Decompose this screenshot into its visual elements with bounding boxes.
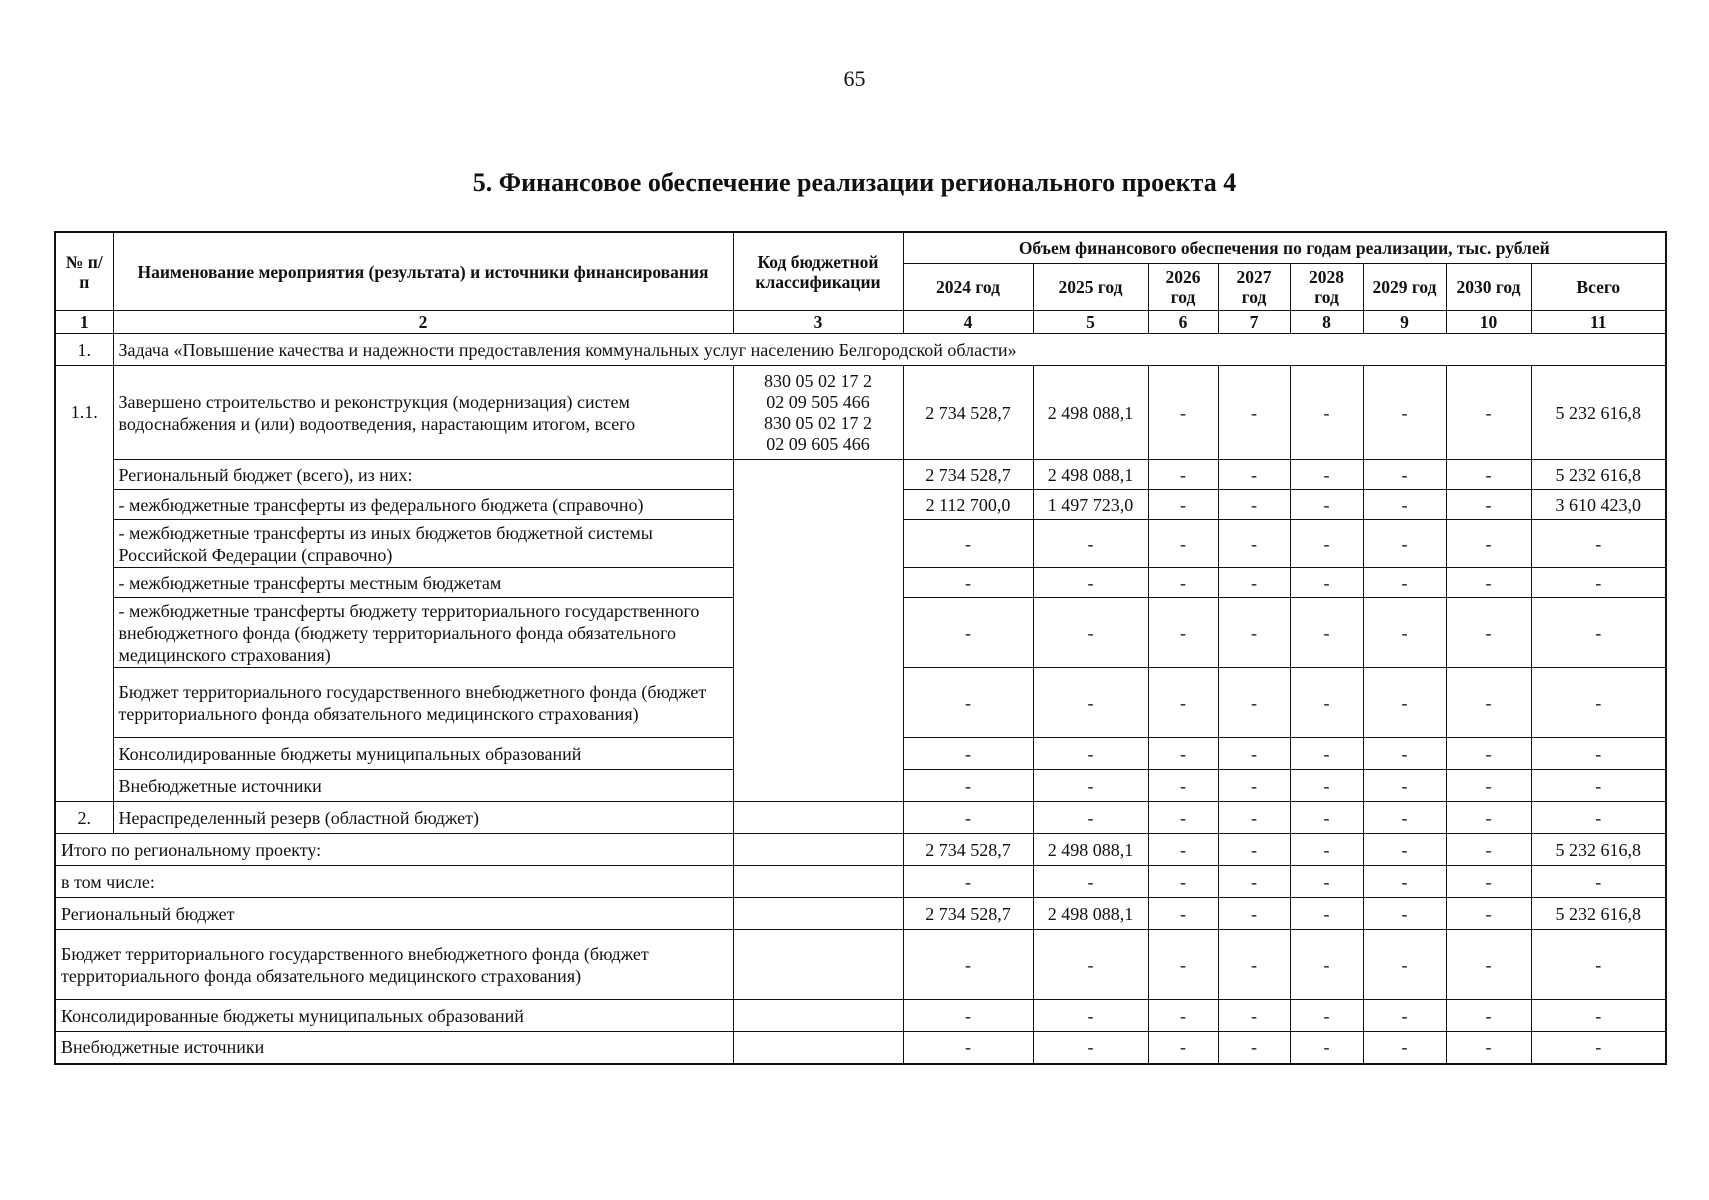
column-number: 7 xyxy=(1218,311,1290,334)
header-volume: Объем финансового обеспечения по годам реализации, тыс. рублей xyxy=(903,232,1666,264)
value-cell: - xyxy=(1218,834,1290,866)
budget-code: 830 05 02 17 2 xyxy=(764,412,872,433)
value-cell: - xyxy=(1290,366,1363,460)
value-cell: - xyxy=(1290,898,1363,930)
value-cell: - xyxy=(1148,568,1218,598)
value-cell: - xyxy=(1033,738,1148,770)
value-cell: - xyxy=(1148,834,1218,866)
value-cell: - xyxy=(1290,490,1363,520)
value-cell: - xyxy=(1363,866,1446,898)
value-cell: - xyxy=(1446,598,1531,668)
value-cell: - xyxy=(903,1000,1033,1032)
budget-code: 830 05 02 17 2 xyxy=(764,370,872,391)
value-cell: - xyxy=(1290,1032,1363,1064)
value-cell: - xyxy=(1363,568,1446,598)
value-cell: - xyxy=(1531,668,1666,738)
value-cell: - xyxy=(1446,520,1531,568)
value-cell: - xyxy=(1148,460,1218,490)
value-cell: - xyxy=(1033,568,1148,598)
value-cell: - xyxy=(1290,866,1363,898)
value-cell: 2 734 528,7 xyxy=(903,460,1033,490)
value-cell: - xyxy=(1218,668,1290,738)
value-cell: - xyxy=(903,668,1033,738)
budget-code: 02 09 605 466 xyxy=(766,433,870,454)
value-cell: - xyxy=(1218,598,1290,668)
value-cell: - xyxy=(1531,738,1666,770)
value-cell: - xyxy=(1148,520,1218,568)
value-cell: - xyxy=(1531,568,1666,598)
total-row xyxy=(55,930,1666,1000)
value-cell: - xyxy=(1148,598,1218,668)
table-row xyxy=(55,802,1666,834)
value-cell: - xyxy=(1363,520,1446,568)
value-cell: - xyxy=(1363,460,1446,490)
row-num: 2. xyxy=(55,802,113,834)
value-cell: - xyxy=(1148,738,1218,770)
row-name: Бюджет территориального государственного внебюджетного фонда (бюджет территориального фонда обязательного медицинского страхования) xyxy=(55,930,733,1000)
value-cell: - xyxy=(1033,930,1148,1000)
empty-code-cell xyxy=(733,1000,903,1032)
value-cell: - xyxy=(1218,490,1290,520)
column-number: 3 xyxy=(733,311,903,334)
value-cell: - xyxy=(1363,1032,1446,1064)
value-cell: - xyxy=(1363,1000,1446,1032)
empty-code-cell xyxy=(733,460,903,802)
header-year: 2024 год xyxy=(903,264,1033,311)
page-number: 65 xyxy=(843,66,866,91)
header-total: Всего xyxy=(1531,264,1666,311)
value-cell: - xyxy=(1033,598,1148,668)
value-cell: - xyxy=(903,568,1033,598)
value-cell: 2 498 088,1 xyxy=(1033,834,1148,866)
row-name: - межбюджетные трансферты из иных бюджетов бюджетной системы Российской Федерации (справочно) xyxy=(113,520,733,568)
value-cell: - xyxy=(1446,770,1531,802)
value-cell: - xyxy=(1148,770,1218,802)
empty-code-cell xyxy=(733,866,903,898)
value-cell: - xyxy=(1363,490,1446,520)
value-cell: - xyxy=(1446,460,1531,490)
column-number: 8 xyxy=(1290,311,1363,334)
row-num: 1. xyxy=(55,334,113,366)
value-cell: 5 232 616,8 xyxy=(1531,898,1666,930)
value-cell: - xyxy=(1446,366,1531,460)
total-row xyxy=(55,1032,1666,1064)
header-num: № п/п xyxy=(55,232,113,311)
value-cell: - xyxy=(1218,930,1290,1000)
row-name: Нераспределенный резерв (областной бюджет) xyxy=(113,802,733,834)
table-row xyxy=(55,366,1666,460)
value-cell: 3 610 423,0 xyxy=(1531,490,1666,520)
value-cell: - xyxy=(1446,930,1531,1000)
value-cell: - xyxy=(1531,1000,1666,1032)
empty-code-cell xyxy=(733,898,903,930)
value-cell: - xyxy=(1290,668,1363,738)
row-name: Региональный бюджет xyxy=(55,898,733,930)
value-cell: - xyxy=(1363,898,1446,930)
value-cell: - xyxy=(1148,866,1218,898)
value-cell: - xyxy=(903,1032,1033,1064)
value-cell: - xyxy=(1446,898,1531,930)
header-name: Наименование мероприятия (результата) и источники финансирования xyxy=(113,232,733,311)
value-cell: - xyxy=(1033,770,1148,802)
value-cell: - xyxy=(903,598,1033,668)
value-cell: - xyxy=(1148,930,1218,1000)
total-row xyxy=(55,1000,1666,1032)
task-row xyxy=(55,334,1666,366)
budget-code-cell xyxy=(733,366,903,460)
header-code: Код бюджетной классификации xyxy=(733,232,903,311)
header-year: 2029 год xyxy=(1363,264,1446,311)
value-cell: - xyxy=(1531,930,1666,1000)
value-cell: - xyxy=(903,738,1033,770)
row-name: Региональный бюджет (всего), из них: xyxy=(113,460,733,490)
row-name: Консолидированные бюджеты муниципальных образований xyxy=(55,1000,733,1032)
value-cell: - xyxy=(1363,834,1446,866)
value-cell: - xyxy=(1290,738,1363,770)
row-name: - межбюджетные трансферты бюджету территориального государственного внебюджетного фонда (бюджету территориального фонда обязательного медицинского страхования) xyxy=(113,598,733,668)
value-cell: - xyxy=(1363,930,1446,1000)
value-cell: - xyxy=(1148,898,1218,930)
value-cell: - xyxy=(1446,568,1531,598)
value-cell: - xyxy=(1218,568,1290,598)
column-number: 4 xyxy=(903,311,1033,334)
row-name: Завершено строительство и реконструкция (модернизация) систем водоснабжения и (или) водоотведения, нарастающим итогом, всего xyxy=(113,366,733,460)
empty-code-cell xyxy=(733,802,903,834)
value-cell: - xyxy=(1290,520,1363,568)
value-cell: - xyxy=(1446,490,1531,520)
row-name: Бюджет территориального государственного внебюджетного фонда (бюджет территориального фонда обязательного медицинского страхования) xyxy=(113,668,733,738)
column-number: 2 xyxy=(113,311,733,334)
value-cell: - xyxy=(1218,866,1290,898)
total-row xyxy=(55,898,1666,930)
value-cell: - xyxy=(1290,770,1363,802)
value-cell: - xyxy=(1148,490,1218,520)
header-year: 2027 год xyxy=(1218,264,1290,311)
column-number: 6 xyxy=(1148,311,1218,334)
value-cell: - xyxy=(1531,866,1666,898)
value-cell: - xyxy=(1531,520,1666,568)
value-cell: - xyxy=(1218,738,1290,770)
value-cell: - xyxy=(1446,1000,1531,1032)
column-number: 9 xyxy=(1363,311,1446,334)
value-cell: - xyxy=(1218,770,1290,802)
value-cell: - xyxy=(1290,834,1363,866)
header-year: 2028 год xyxy=(1290,264,1363,311)
value-cell: - xyxy=(1218,460,1290,490)
value-cell: 2 734 528,7 xyxy=(903,366,1033,460)
value-cell: 2 498 088,1 xyxy=(1033,366,1148,460)
value-cell: - xyxy=(903,520,1033,568)
value-cell: - xyxy=(1033,866,1148,898)
column-number: 11 xyxy=(1531,311,1666,334)
value-cell: - xyxy=(1363,738,1446,770)
value-cell: 2 734 528,7 xyxy=(903,898,1033,930)
header-year: 2025 год xyxy=(1033,264,1148,311)
value-cell: - xyxy=(1290,930,1363,1000)
value-cell: - xyxy=(1290,568,1363,598)
value-cell: - xyxy=(1148,1032,1218,1064)
value-cell: - xyxy=(1290,460,1363,490)
table-row xyxy=(55,460,1666,490)
value-cell: - xyxy=(1033,1000,1148,1032)
value-cell: - xyxy=(1531,598,1666,668)
column-number: 10 xyxy=(1446,311,1531,334)
row-name: Итого по региональному проекту: xyxy=(55,834,733,866)
value-cell: - xyxy=(1290,1000,1363,1032)
value-cell: - xyxy=(1531,1032,1666,1064)
value-cell: 5 232 616,8 xyxy=(1531,366,1666,460)
value-cell: - xyxy=(1033,1032,1148,1064)
value-cell: 5 232 616,8 xyxy=(1531,460,1666,490)
value-cell: - xyxy=(1218,802,1290,834)
value-cell: - xyxy=(1446,738,1531,770)
value-cell: - xyxy=(903,802,1033,834)
value-cell: - xyxy=(1363,802,1446,834)
value-cell: - xyxy=(903,866,1033,898)
budget-code: 02 09 505 466 xyxy=(766,391,870,412)
value-cell: - xyxy=(1531,802,1666,834)
total-row xyxy=(55,866,1666,898)
value-cell: - xyxy=(1446,1032,1531,1064)
value-cell: 5 232 616,8 xyxy=(1531,834,1666,866)
row-name: Внебюджетные источники xyxy=(113,770,733,802)
value-cell: - xyxy=(1363,366,1446,460)
empty-code-cell xyxy=(733,930,903,1000)
value-cell: - xyxy=(1290,598,1363,668)
value-cell: - xyxy=(1148,668,1218,738)
value-cell: - xyxy=(1531,770,1666,802)
value-cell: - xyxy=(1446,668,1531,738)
column-number: 1 xyxy=(55,311,113,334)
task-text: Задача «Повышение качества и надежности предоставления коммунальных услуг населению Белгородской области» xyxy=(113,334,1666,366)
value-cell: 1 497 723,0 xyxy=(1033,490,1148,520)
value-cell: - xyxy=(1148,1000,1218,1032)
value-cell: - xyxy=(1446,834,1531,866)
financing-table xyxy=(54,231,1667,1065)
value-cell: - xyxy=(1033,520,1148,568)
document-title: 5. Финансовое обеспечение реализации регионального проекта 4 xyxy=(472,168,1237,197)
header-year: 2026 год xyxy=(1148,264,1218,311)
row-name: - межбюджетные трансферты местным бюджетам xyxy=(113,568,733,598)
value-cell: - xyxy=(1363,668,1446,738)
value-cell: - xyxy=(1148,366,1218,460)
row-num: 1.1. xyxy=(55,366,113,802)
row-name: Внебюджетные источники xyxy=(55,1032,733,1064)
row-name: Консолидированные бюджеты муниципальных образований xyxy=(113,738,733,770)
value-cell: - xyxy=(1033,668,1148,738)
value-cell: - xyxy=(1033,802,1148,834)
value-cell: - xyxy=(1218,1000,1290,1032)
empty-code-cell xyxy=(733,1032,903,1064)
value-cell: 2 734 528,7 xyxy=(903,834,1033,866)
row-name: в том числе: xyxy=(55,866,733,898)
value-cell: - xyxy=(1218,366,1290,460)
value-cell: - xyxy=(1363,598,1446,668)
value-cell: - xyxy=(903,770,1033,802)
value-cell: - xyxy=(1218,1032,1290,1064)
value-cell: - xyxy=(1218,520,1290,568)
value-cell: - xyxy=(903,930,1033,1000)
empty-code-cell xyxy=(733,834,903,866)
value-cell: - xyxy=(1218,898,1290,930)
value-cell: 2 112 700,0 xyxy=(903,490,1033,520)
value-cell: 2 498 088,1 xyxy=(1033,460,1148,490)
value-cell: - xyxy=(1446,802,1531,834)
header-year: 2030 год xyxy=(1446,264,1531,311)
value-cell: - xyxy=(1148,802,1218,834)
column-number: 5 xyxy=(1033,311,1148,334)
value-cell: - xyxy=(1446,866,1531,898)
value-cell: 2 498 088,1 xyxy=(1033,898,1148,930)
row-name: - межбюджетные трансферты из федерального бюджета (справочно) xyxy=(113,490,733,520)
total-row xyxy=(55,834,1666,866)
value-cell: - xyxy=(1290,802,1363,834)
value-cell: - xyxy=(1363,770,1446,802)
column-numbers-row xyxy=(55,311,1666,334)
